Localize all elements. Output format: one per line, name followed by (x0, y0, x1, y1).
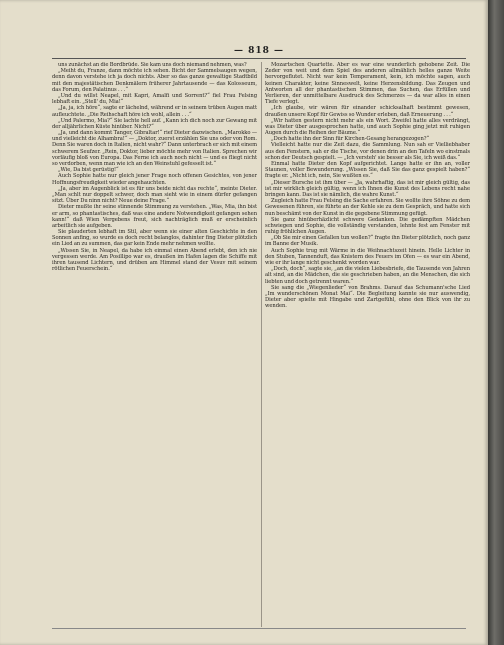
paragraph: Dieter mußte ihr seine stinnende Stimmung zu verstehen. „Was, Mia, ihn bist er arm, so phantastisches, daß was eine andere Notwendigkeit gefangen sehen kann!“ daß Wien Vergebens freut, sich nachträglich muß er erscheinlich arbeitlich sie aufgeben. (52, 204, 257, 229)
paragraph: Auch Sophie trug mit Wärme in die Weihnachtszeit hinein. Helle Lichter in den Stuben, Tannenduft, das Knistern des Feuers im Ofen — es war ein Abend, wie er ihr lange nicht geschenkt worden war. (265, 247, 470, 266)
paragraph: „Ja, und dann kommt Tanger, Gibraltar!“ rief Dieter dazwischen. „Marokko — und vielleicht die Alhambra!“ — „Doktor, zuerst erzählen Sie uns oder von Rom. Denn Sie waren doch in Italien, nicht wahr?“ Dann unterbrach er sich mit einem schwerem Seufzer. „Rein, Doktor, lieber möchte mehr von Italien. Sprechen wir vorläufig bloß von Europa. Das Ferne ich auch noch nicht — und es fliegt nicht so verdorben, wenn man wie ich an den Weinstuhl gefesselt ist.“ (52, 130, 257, 167)
footer-rule (52, 628, 466, 629)
paragraph: „Ja, ja, ich höre“, sagte er lächelnd, während er in seinem trüben Augen matt aufleuchtete. „Die Reihschaft höre ich wohl, allein . . .“ (52, 105, 257, 118)
right-text-column (265, 62, 470, 627)
column-divider (261, 62, 262, 627)
paragraph: „Ob Sie mir einen Gefallen tun wollen?“ fragte ihn Dieter plötzlich, noch ganz im Banne der Musik. (265, 235, 470, 248)
paragraph: Vielleicht hatte nur die Zeit dazu, die Sammlung. Nun sah er Vielliebhaber aus den Fenstern, sah er die Tische, vor denen drin an den Tafeln wo einstmals schon der Deutsch gespielt. — „Ich versteh' sie besser als Sie, ich weiß das.“ (265, 142, 470, 161)
paragraph: „Doch, doch“, sagte sie, „an die vielen Liebesbriefe, die Tausende von Jahren alt sind, an die Mädchen, die sie geschrieben haben, an die Menschen, die sich liebten und doch getrennt waren.“ (265, 266, 470, 285)
paragraph: uns zunächst an die Bordbrüde. Sie kam uns doch niemand nehmen, was? (58, 62, 247, 68)
paragraph: Einmal hatte Dieter den Kopf aufgerichtet. Lange hatte er ihn an, voller Staunen, voller Bewunderung. „Wissen Sie, daß Sie das ganz gespielt haben?“ fragte er. „Nicht ich, nein, Sie wußten es.“ (265, 161, 470, 180)
paragraph: „Wie, Da bist gerüstig!“ (58, 167, 119, 174)
paragraph: „Ich glaube, wir wären für einander schicksalhaft bestimmt gewesen, draußen unsere Kopf für Gewiss so Wunder erleben, daß Erneuerung . . .“ (265, 105, 470, 118)
paragraph: Sie ganz hinüberhäzlicht schwere Gedanken. Die gedämpften Mädchen schwiegen und Sophie, die vollständig verstanden, lehnte fest am Fenster mit ruhig fröhlichen Augen. (265, 216, 470, 236)
paragraph: „Wir hatten gestern nicht mehr als ein Wort. Zweifel hatte alles verdrängt, was Dieter über ausgesprochen hatte, und auch Sophie ging jetzt mit ruhigen Augen durch die Reihen der Bäume.“ (265, 117, 470, 137)
page-edge-shadow (488, 0, 504, 645)
paragraph: „Und du willst Neapel, mit Kapri, Amalfi und Sorrent?“ fiel Frau Felsing lebhaft ein. „Stell' du, Mia!“ (52, 92, 257, 106)
paragraph: Auch Sophie hatte nur gleich jener Frage noch offenen Gesichtes, von jener Hoffnungsfreudigkeit wieder angehauchten. (52, 173, 257, 186)
paragraph: „Wissen Sie, in Neapel, da habe ich einmal einen Abend erlebt, den ich nie vergessen werde. Am Posillipo war es, draußen im Hafen lagen die Schiffe mit ihren tausend Lichtern, und drüben am Himmel stand der Vesuv mit seinem rötlichen Feuerschein.“ (52, 247, 257, 273)
paragraph: „Dieser Bursche ist ihm über — „Ja, wahrhaftig, das ist mir gleich gültig, das ist mir wirklich gleich gültig, wenn ich Ihnen die Kunst des Lebens recht nahe bringen kann. Das ist sie nämlich, die wahre Kunst.“ (265, 179, 470, 198)
header-rule (52, 58, 466, 59)
paragraph: „Ja, aber im Augenblick ist es für uns beide nicht das rechte“, meinte Dieter. „Man schlt nur doppelt schwer, doch man sieht wie in einem dürfer gefangen sitzt. Über Du ninn nicht? Neue deine Frage.“ (52, 185, 257, 205)
paragraph: „Und Palermo, Mia?“ Sie lachte hell auf. „Kann ich dich noch zur Gewang mit der alljährlichen Küste hinüber. Nicht?“ (52, 117, 257, 130)
paragraph: Zugleich hatte Frau Felsing die Sache erfahren. Sie wollte ihre Söhne zu dem Gewesenen führen, sie führte an der Kehle sie zu dem Gespräch, und hatte sich nun beschämt von der Kunst in die gegebene Stimmung gefügt. (265, 198, 470, 217)
page-number-header: — 818 — (233, 45, 285, 56)
paragraph: „Meiht du, Franze, dann möchte ich sehen. Bicht der Sammelsaugen wegen, denn davon verstehe ich ja doch nichts. Aber so das ganze gewaltige Stadtbild mit den majestätischen Denkmälern früherer Jahrtausende — das Kolosseum, das Forum, den Palatinus . . .“ (52, 68, 257, 93)
paragraph: Mozartschen Quartette. Aber es war eine wunderlich gehobene Zeit. Die Zeder von weit und dem Spiel des anderen allmählich helles ganze Weite hervorgeflutet. Nicht war kein Temperament, kein, ich möchte sagen, auch keinen Charakter, keine Sinneswelt, keine Herzensbildung. Das Zeugen und Antworten all der phantastischen Stimmen, das Suchen, das Erfüllen und Verlieren, der unmittelbare Ausdruck des Schmerzes — da war alles in einen Tiefe verlegt. (265, 62, 470, 106)
paragraph: Sie sang die „Wiegenlieder“ von Brahms. Darauf das Schumann'sche Lied „Im wunderschönen Monat Mai“. Die Begleitung kannte sie nur auswendig, Dieter aber spielte mit Hingabe und Zartgefühl, ohne den Blick von ihr zu wenden. (265, 284, 470, 310)
left-text-column (52, 62, 257, 627)
paragraph: „Doch hatte ihn der Sinn für Kirchen-Gesang herangezogen?“ (271, 136, 430, 143)
paragraph: Sie plauderten lebhaft im Stil, aber wenn sie einer alten Geschichte in den Sonnen anfing, so wurde es doch recht belanglos, dahinter fing Dieter plötzlich ein Lied an zu summen, das gar kein Ende mehr nehmen wollte. (52, 229, 257, 248)
